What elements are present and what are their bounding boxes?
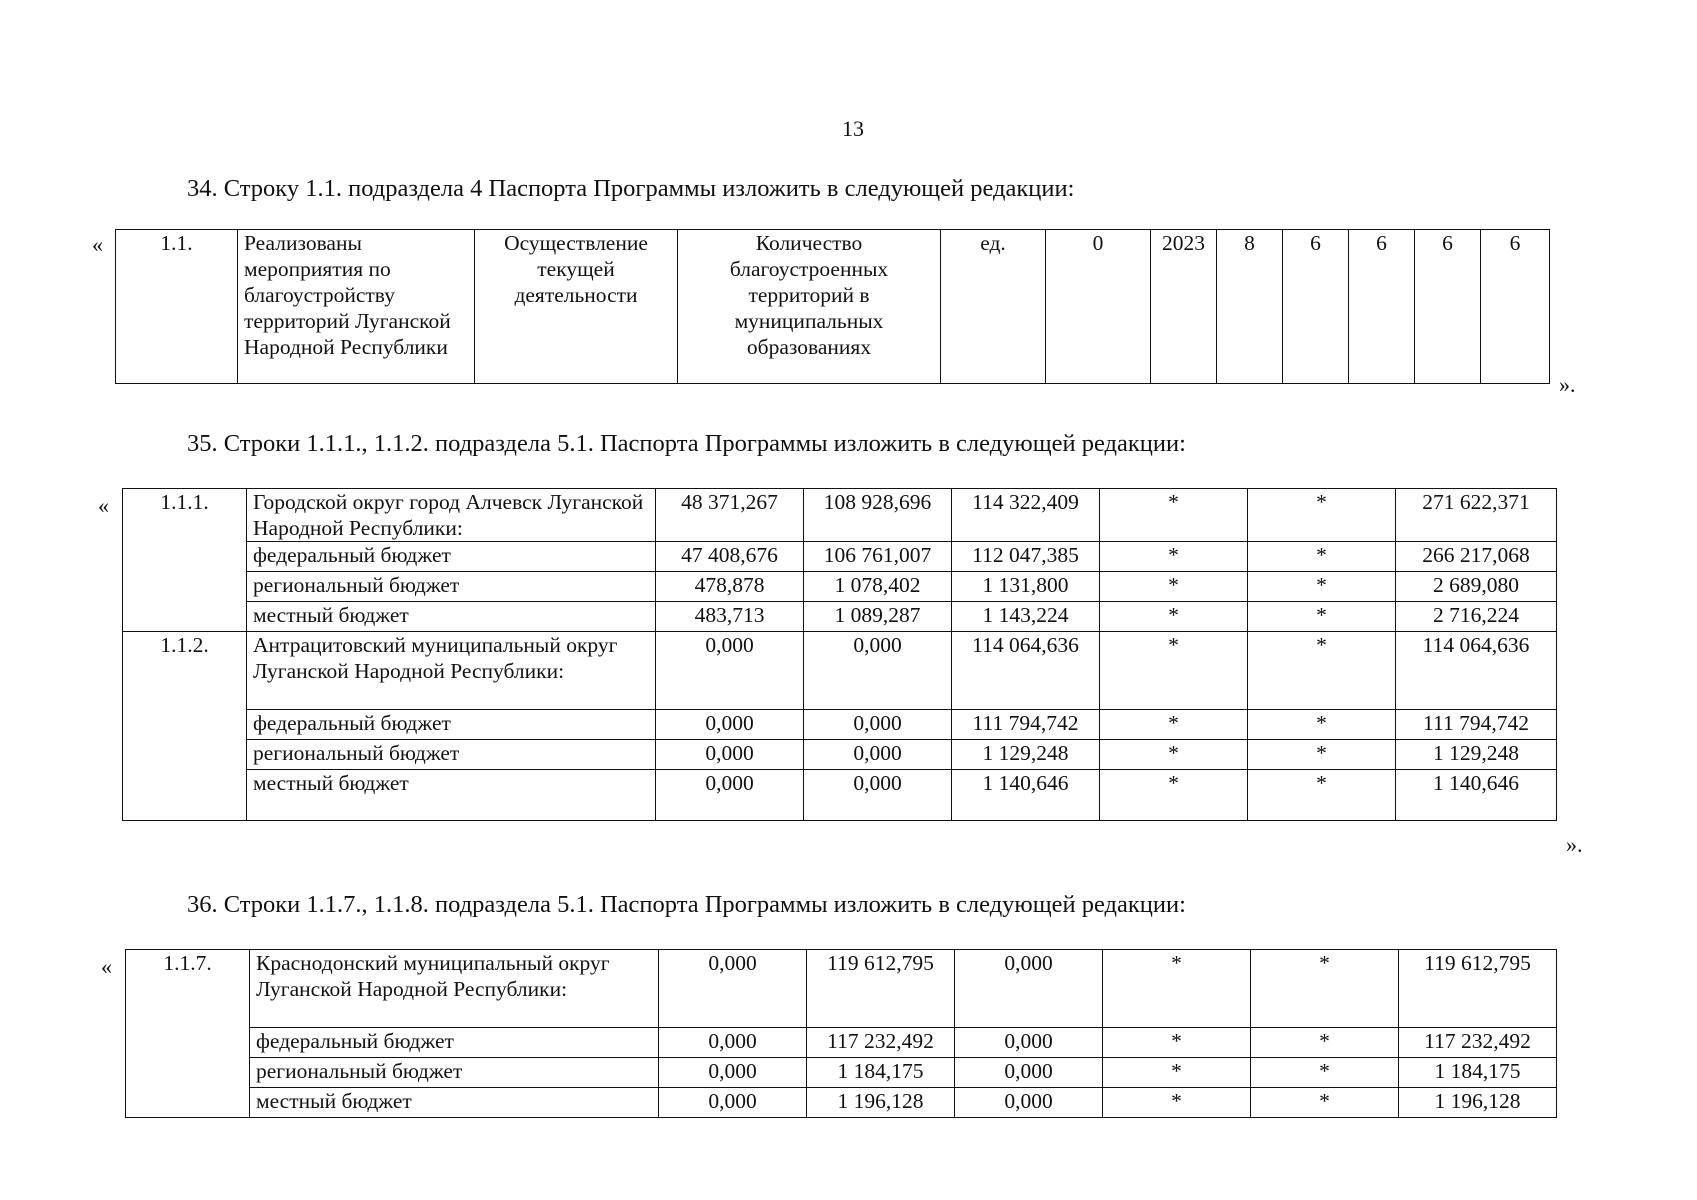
table-row — [123, 710, 1557, 740]
close-quote: ». — [1566, 832, 1583, 857]
cell-value: 0,000 — [955, 1028, 1103, 1058]
cell-value: * — [1248, 572, 1396, 602]
cell-value: * — [1248, 710, 1396, 740]
cell-value: 1 089,287 — [804, 602, 952, 632]
table-row — [126, 1028, 1557, 1058]
cell-value: 0,000 — [804, 710, 952, 740]
table-row — [123, 542, 1557, 572]
row-name: Антрацитовский муниципальный округ Луганской Народной Республики: — [247, 632, 656, 710]
table-section-36 — [125, 949, 1557, 1118]
cell-total: 2 716,224 — [1396, 602, 1557, 632]
cell-value: 0,000 — [656, 740, 804, 770]
section-34-heading: 34. Строку 1.1. подраздела 4 Паспорта Программы изложить в следующей редакции: — [187, 175, 1075, 202]
cell-value: 0,000 — [656, 632, 804, 710]
table-row — [123, 770, 1557, 821]
row-name: федеральный бюджет — [250, 1028, 659, 1058]
table-row — [123, 572, 1557, 602]
cell-value: * — [1103, 1088, 1251, 1118]
cell-total: 2 689,080 — [1396, 572, 1557, 602]
cell-value: * — [1100, 542, 1248, 572]
cell-value: * — [1251, 1058, 1399, 1088]
row-name: федеральный бюджет — [247, 542, 656, 572]
cell-value: 0,000 — [659, 950, 807, 1028]
row-number: 1.1.2. — [123, 632, 247, 821]
cell-value: 0,000 — [955, 950, 1103, 1028]
row-name: федеральный бюджет — [247, 710, 656, 740]
open-quote: « — [101, 954, 112, 979]
cell-value: * — [1100, 632, 1248, 710]
cell-value: 1 078,402 — [804, 572, 952, 602]
cell-value: * — [1248, 602, 1396, 632]
cell-value: * — [1100, 740, 1248, 770]
cell-value: 112 047,385 — [952, 542, 1100, 572]
cell-value: * — [1100, 602, 1248, 632]
row-number: 1.1.1. — [123, 489, 247, 632]
row-activity: Осуществление текущей деятельности — [475, 230, 678, 384]
cell-value: 0,000 — [656, 710, 804, 740]
cell-value: 106 761,007 — [804, 542, 952, 572]
table-row — [123, 602, 1557, 632]
close-quote: ». — [1559, 372, 1576, 397]
cell-value: * — [1248, 632, 1396, 710]
cell-value: 1 140,646 — [952, 770, 1100, 821]
row-base-value: 0 — [1046, 230, 1151, 384]
cell-value: 1 184,175 — [807, 1058, 955, 1088]
table-row — [123, 489, 1557, 542]
row-name: региональный бюджет — [250, 1058, 659, 1088]
cell-value: 48 371,267 — [656, 489, 804, 542]
section-36-heading: 36. Строки 1.1.7., 1.1.8. подраздела 5.1. Паспорта Программы изложить в следующей редакции: — [187, 891, 1186, 918]
row-name: местный бюджет — [247, 602, 656, 632]
row-value: 6 — [1349, 230, 1415, 384]
row-name: местный бюджет — [250, 1088, 659, 1118]
cell-value: 1 196,128 — [807, 1088, 955, 1118]
page-number: 13 — [842, 116, 864, 141]
open-quote: « — [92, 232, 103, 257]
cell-value: * — [1100, 572, 1248, 602]
cell-value: 0,000 — [659, 1028, 807, 1058]
cell-total: 117 232,492 — [1399, 1028, 1557, 1058]
cell-value: 0,000 — [656, 770, 804, 821]
cell-value: * — [1248, 489, 1396, 542]
cell-value: 1 131,800 — [952, 572, 1100, 602]
row-name: региональный бюджет — [247, 572, 656, 602]
cell-total: 266 217,068 — [1396, 542, 1557, 572]
cell-value: 0,000 — [955, 1088, 1103, 1118]
cell-value: 1 143,224 — [952, 602, 1100, 632]
table-section-35 — [122, 488, 1557, 821]
row-number: 1.1.7. — [126, 950, 250, 1118]
cell-value: * — [1248, 740, 1396, 770]
row-name: местный бюджет — [247, 770, 656, 821]
cell-total: 114 064,636 — [1396, 632, 1557, 710]
cell-value: * — [1100, 770, 1248, 821]
cell-value: 117 232,492 — [807, 1028, 955, 1058]
row-name: региональный бюджет — [247, 740, 656, 770]
cell-value: 0,000 — [955, 1058, 1103, 1088]
table-row — [123, 740, 1557, 770]
cell-value: * — [1251, 1088, 1399, 1118]
cell-total: 1 140,646 — [1396, 770, 1557, 821]
table-row — [126, 950, 1557, 1028]
table-row — [123, 632, 1557, 710]
row-name: Реализованы мероприятия по благоустройству территорий Луганской Народной Республики — [238, 230, 475, 384]
cell-value: * — [1248, 542, 1396, 572]
cell-value: 0,000 — [804, 770, 952, 821]
row-value: 6 — [1415, 230, 1481, 384]
cell-value: * — [1103, 1058, 1251, 1088]
cell-value: * — [1248, 770, 1396, 821]
section-35-heading: 35. Строки 1.1.1., 1.1.2. подраздела 5.1. Паспорта Программы изложить в следующей редакции: — [187, 430, 1186, 457]
cell-total: 111 794,742 — [1396, 710, 1557, 740]
cell-value: 483,713 — [656, 602, 804, 632]
cell-value: 1 129,248 — [952, 740, 1100, 770]
row-name: Краснодонский муниципальный округ Луганской Народной Республики: — [250, 950, 659, 1028]
cell-value: 47 408,676 — [656, 542, 804, 572]
row-value: 8 — [1217, 230, 1283, 384]
cell-value: * — [1103, 1028, 1251, 1058]
cell-value: 114 064,636 — [952, 632, 1100, 710]
table-row — [126, 1088, 1557, 1118]
cell-value: * — [1100, 710, 1248, 740]
cell-value: 111 794,742 — [952, 710, 1100, 740]
cell-value: 0,000 — [659, 1058, 807, 1088]
cell-value: 0,000 — [804, 632, 952, 710]
table-row — [116, 230, 1550, 384]
cell-value: * — [1100, 489, 1248, 542]
row-name: Городской округ город Алчевск Луганской Народной Республики: — [247, 489, 656, 542]
cell-value: 478,878 — [656, 572, 804, 602]
row-unit: ед. — [941, 230, 1046, 384]
open-quote: « — [98, 493, 109, 518]
table-row — [126, 1058, 1557, 1088]
cell-total: 119 612,795 — [1399, 950, 1557, 1028]
cell-value: * — [1251, 1028, 1399, 1058]
row-indicator: Количество благоустроенных территорий в муниципальных образованиях — [678, 230, 941, 384]
row-value: 6 — [1283, 230, 1349, 384]
row-number: 1.1. — [116, 230, 238, 384]
table-section-34 — [115, 229, 1550, 384]
cell-value: 119 612,795 — [807, 950, 955, 1028]
cell-total: 271 622,371 — [1396, 489, 1557, 542]
cell-value: * — [1103, 950, 1251, 1028]
cell-value: 0,000 — [659, 1088, 807, 1118]
row-value: 6 — [1481, 230, 1550, 384]
cell-total: 1 129,248 — [1396, 740, 1557, 770]
cell-value: 108 928,696 — [804, 489, 952, 542]
cell-value: * — [1251, 950, 1399, 1028]
cell-total: 1 196,128 — [1399, 1088, 1557, 1118]
cell-total: 1 184,175 — [1399, 1058, 1557, 1088]
row-year: 2023 — [1151, 230, 1217, 384]
cell-value: 0,000 — [804, 740, 952, 770]
cell-value: 114 322,409 — [952, 489, 1100, 542]
